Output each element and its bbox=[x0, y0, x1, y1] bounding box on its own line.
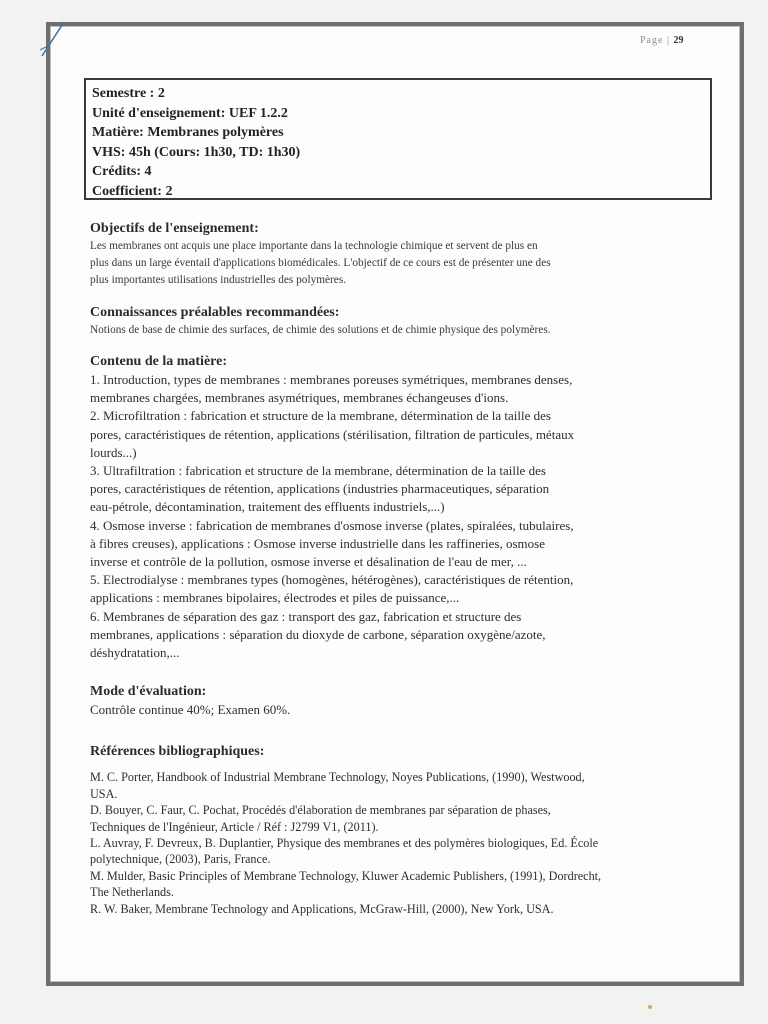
document-body bbox=[90, 220, 710, 917]
prealables-line: Notions de base de chimie des surfaces, de chimie des solutions et de chimie physique des polymères. bbox=[90, 324, 551, 336]
objectifs-line: plus importantes utilisations industrielles des polymères. bbox=[90, 274, 347, 286]
reference-line: R. W. Baker, Membrane Technology and Applications, McGraw-Hill, (2000), New York, USA. bbox=[90, 901, 554, 916]
objectifs-line: Les membranes ont acquis une place importante dans la technologie chimique et servent de plus en bbox=[90, 240, 538, 252]
semestre-line: Semestre : 2 bbox=[92, 86, 165, 101]
evaluation-line: Contrôle continue 40%; Examen 60%. bbox=[90, 702, 291, 718]
vhs-line: VHS: 45h (Cours: 1h30, TD: 1h30) bbox=[92, 144, 301, 160]
reference-line: M. Mulder, Basic Principles of Membrane Technology, Kluwer Academic Publishers, (1991), Dordrecht, bbox=[90, 868, 602, 883]
reference-line: Techniques de l'Ingénieur, Article / Réf : J2799 V1, (2011). bbox=[90, 819, 379, 834]
section-contenu bbox=[90, 353, 710, 662]
contenu-line: pores, caractéristiques de rétention, applications (industries pharmaceutiques, séparation bbox=[90, 481, 550, 497]
contenu-line: applications : membranes bipolaires, électrodes et piles de puissance,... bbox=[90, 590, 460, 606]
contenu-line: 4. Osmose inverse : fabrication de membranes d'osmose inverse (plates, spiralées, tubulaires, bbox=[90, 517, 574, 533]
credits-line: Crédits: 4 bbox=[92, 164, 152, 180]
contenu-line: lourds...) bbox=[90, 444, 137, 460]
evaluation-title: Mode d'évaluation: bbox=[90, 684, 207, 700]
contenu-title: Contenu de la matière: bbox=[90, 354, 227, 369]
objectifs-title: Objectifs de l'enseignement: bbox=[90, 221, 259, 236]
contenu-line: 6. Membranes de séparation des gaz : transport des gaz, fabrication et structure des bbox=[90, 608, 522, 624]
section-objectifs bbox=[90, 220, 710, 289]
contenu-line: 2. Microfiltration : fabrication et structure de la membrane, détermination de la taille des bbox=[90, 408, 551, 424]
contenu-line: à fibres creuses), applications : Osmose inverse industrielle dans les raffineries, osmose bbox=[90, 535, 545, 551]
contenu-line: membranes chargées, membranes asymétriques, membranes échangeuses d'ions. bbox=[90, 390, 509, 406]
reference-line: L. Auvray, F. Devreux, B. Duplantier, Physique des membranes et des polymères biologiques, Ed. École bbox=[90, 836, 599, 851]
contenu-line: inverse et contrôle de la pollution, osmose inverse et désalination de l'eau de mer, ... bbox=[90, 554, 527, 570]
contenu-line: 3. Ultrafiltration : fabrication et structure de la membrane, détermination de la taille des bbox=[90, 463, 546, 479]
pen-stroke-mark bbox=[38, 20, 68, 60]
unite-line: Unité d'enseignement: UEF 1.2.2 bbox=[92, 105, 288, 121]
references-list bbox=[90, 769, 710, 917]
reference-line: M. C. Porter, Handbook of Industrial Membrane Technology, Noyes Publications, (1990), Westwood, bbox=[90, 770, 585, 785]
prealables-title: Connaissances préalables recommandées: bbox=[90, 305, 340, 320]
reference-line: USA. bbox=[90, 786, 118, 801]
objectifs-line: plus dans un large éventail d'applications biomédicales. L'objectif de ce cours est de présenter une des bbox=[90, 257, 551, 269]
matiere-line: Matière: Membranes polymères bbox=[92, 125, 284, 141]
contenu-line: pores, caractéristiques de rétention, applications (stérilisation, filtration de particules, métaux bbox=[90, 426, 575, 442]
references-title: Références bibliographiques: bbox=[90, 744, 265, 760]
section-prealables bbox=[90, 304, 710, 339]
reference-line: The Netherlands. bbox=[90, 885, 174, 900]
scan-speck bbox=[648, 1005, 652, 1009]
page-header bbox=[640, 35, 683, 46]
reference-line: D. Bouyer, C. Faur, C. Pochat, Procédés d'élaboration de membranes par séparation de phases, bbox=[90, 803, 551, 818]
contenu-line: déshydratation,... bbox=[90, 645, 180, 661]
reference-line: polytechnique, (2003), Paris, France. bbox=[90, 852, 271, 867]
section-references bbox=[90, 743, 710, 917]
course-info-box bbox=[84, 78, 712, 200]
page-label: Page | bbox=[640, 35, 670, 46]
contenu-line: 5. Electrodialyse : membranes types (homogènes, hétérogènes), caractéristiques de rétention, bbox=[90, 572, 574, 588]
contenu-line: membranes, applications : séparation du dioxyde de carbone, séparation oxygène/azote, bbox=[90, 626, 546, 642]
contenu-line: 1. Introduction, types de membranes : membranes poreuses symétriques, membranes denses, bbox=[90, 372, 573, 387]
page-number: 29 bbox=[673, 35, 684, 46]
coefficient-line: Coefficient: 2 bbox=[92, 183, 173, 199]
section-evaluation bbox=[90, 683, 710, 719]
contenu-line: eau-pétrole, décontamination, traitement des effluents industriels,...) bbox=[90, 499, 445, 515]
